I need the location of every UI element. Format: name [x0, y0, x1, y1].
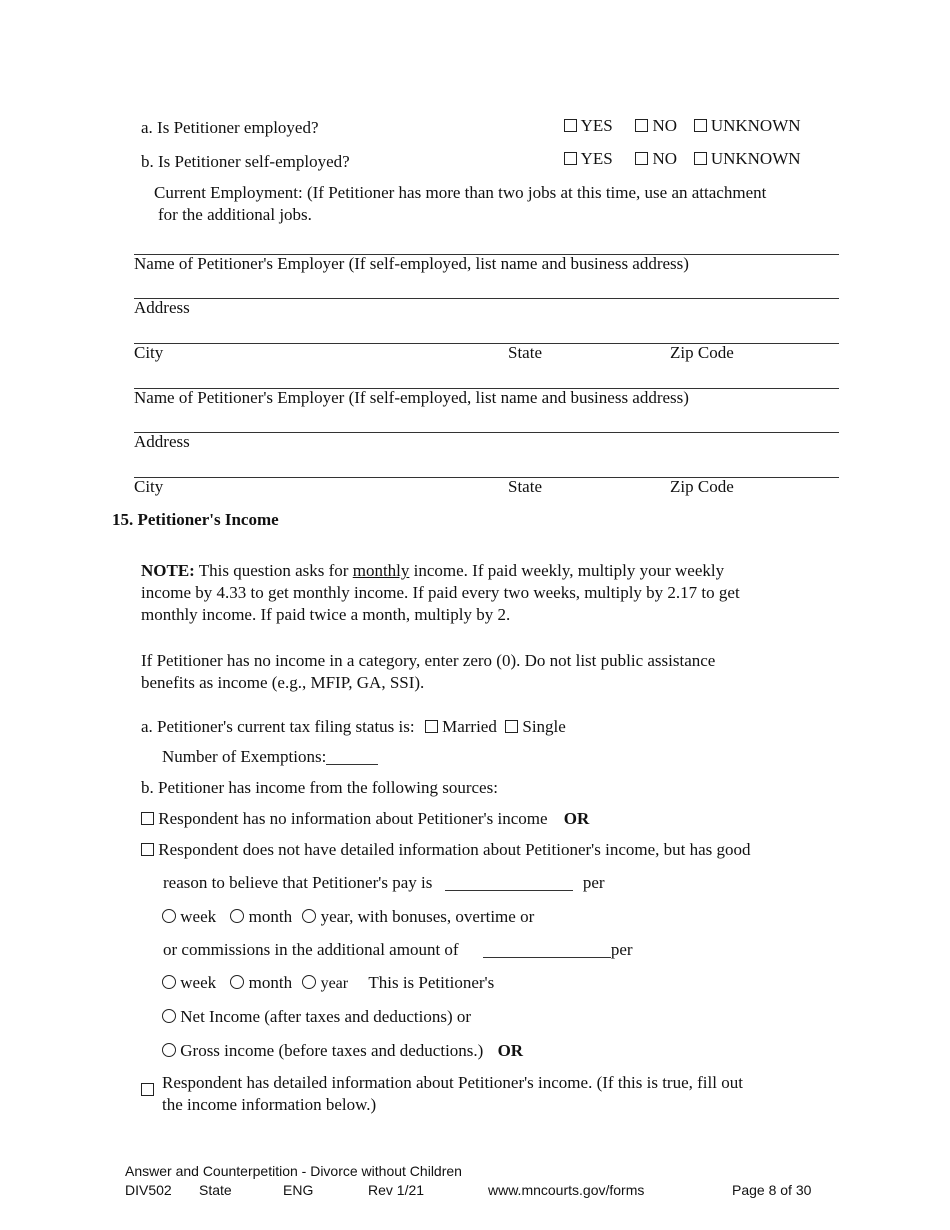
footer-state: State [199, 1182, 232, 1198]
city-label: City [134, 477, 164, 496]
reason-row [163, 874, 605, 891]
no-info-checkbox[interactable] [141, 812, 154, 825]
not-detailed-label: Respondent does not have detailed information about Petitioner's income, but has good [158, 840, 751, 859]
net-income-radio[interactable] [162, 1009, 176, 1023]
note-line2: income by 4.33 to get monthly income. If paid every two weeks, multiply by 2.17 to get [141, 583, 740, 602]
pay-period-row [162, 908, 534, 925]
note-label: NOTE: [141, 561, 195, 580]
sources-label: b. Petitioner has income from the following sources: [141, 778, 498, 797]
gross-income-row [162, 1042, 523, 1059]
footer-page-number: Page 8 of 30 [732, 1182, 812, 1198]
self-employed-unknown-checkbox[interactable] [694, 152, 707, 165]
married-checkbox[interactable] [425, 720, 438, 733]
exemptions-row [162, 748, 378, 765]
yes-label: YES [580, 149, 613, 168]
net-income-label: Net Income (after taxes and deductions) or [180, 1007, 472, 1026]
married-label: Married [442, 717, 497, 736]
note-monthly: monthly [352, 561, 410, 580]
no-info-row [141, 810, 589, 827]
single-checkbox[interactable] [505, 720, 518, 733]
employer-name-label: Name of Petitioner's Employer (If self-employed, list name and business address) [134, 388, 689, 407]
footer-title: Answer and Counterpetition - Divorce without Children [125, 1163, 462, 1179]
zero-note-line2: benefits as income (e.g., MFIP, GA, SSI). [141, 673, 425, 692]
self-employed-options [564, 150, 801, 167]
tax-status-label: a. Petitioner's current tax filing status is: [141, 717, 415, 736]
year-bonus-label: year, with bonuses, overtime or [320, 907, 535, 926]
employed-unknown-checkbox[interactable] [694, 119, 707, 132]
zero-note-line1: If Petitioner has no income in a category, enter zero (0). Do not list public assistance [141, 651, 716, 670]
no-info-label: Respondent has no information about Petitioner's income [158, 809, 548, 828]
footer-revision: Rev 1/21 [368, 1182, 425, 1198]
address-label: Address [134, 298, 190, 317]
note-line3: monthly income. If paid twice a month, multiply by 2. [141, 605, 511, 624]
note-text: This question asks for [194, 561, 353, 580]
month-radio[interactable] [230, 975, 244, 989]
section-heading: 15. Petitioner's Income [112, 510, 279, 529]
unknown-label: UNKNOWN [710, 116, 801, 135]
month-label: month [248, 973, 293, 992]
detailed-info-line1: Respondent has detailed information about Petitioner's income. (If this is true, fill out [162, 1073, 743, 1092]
not-detailed-row [141, 841, 751, 858]
month-label: month [248, 907, 293, 926]
commissions-row [163, 941, 633, 958]
current-employment-line1: Current Employment: (If Petitioner has more than two jobs at this time, use an attachment [154, 183, 767, 202]
yes-label: YES [580, 116, 613, 135]
commissions-amount-input[interactable] [483, 942, 611, 958]
single-label: Single [522, 717, 566, 736]
employed-yes-checkbox[interactable] [564, 119, 577, 132]
footer-url[interactable]: www.mncourts.gov/forms [488, 1182, 645, 1198]
year-radio[interactable] [302, 909, 316, 923]
net-income-row [162, 1008, 471, 1025]
zip-label: Zip Code [670, 477, 734, 496]
exemptions-label: Number of Exemptions: [162, 747, 327, 766]
week-radio[interactable] [162, 909, 176, 923]
question-self-employed: b. Is Petitioner self-employed? [141, 152, 350, 171]
commissions-label: or commissions in the additional amount of [163, 940, 459, 959]
employer-address-field[interactable] [134, 432, 839, 433]
year-label: year [320, 975, 349, 992]
self-employed-yes-checkbox[interactable] [564, 152, 577, 165]
employed-no-checkbox[interactable] [635, 119, 648, 132]
zip-label: Zip Code [670, 343, 734, 362]
detailed-info-line2: the income information below.) [162, 1095, 377, 1114]
this-is-label: This is Petitioner's [368, 973, 495, 992]
note-line1 [141, 562, 724, 579]
question-employed: a. Is Petitioner employed? [141, 118, 319, 137]
per-label: per [582, 873, 605, 892]
pay-amount-input[interactable] [445, 875, 573, 891]
note-text: income. If paid weekly, multiply your weekly [409, 561, 725, 580]
exemptions-input[interactable] [326, 749, 378, 765]
self-employed-no-checkbox[interactable] [635, 152, 648, 165]
no-label: NO [652, 149, 678, 168]
week-radio[interactable] [162, 975, 176, 989]
week-label: week [180, 973, 217, 992]
footer-form-number: DIV502 [125, 1182, 172, 1198]
week-label: week [180, 907, 217, 926]
reason-label: reason to believe that Petitioner's pay is [163, 873, 433, 892]
current-employment-line2: for the additional jobs. [158, 205, 312, 224]
employer-name-label: Name of Petitioner's Employer (If self-employed, list name and business address) [134, 254, 689, 273]
gross-income-label: Gross income (before taxes and deductions.) [180, 1041, 484, 1060]
address-label: Address [134, 432, 190, 451]
no-label: NO [652, 116, 678, 135]
not-detailed-checkbox[interactable] [141, 843, 154, 856]
tax-status-row [141, 718, 566, 735]
year-radio[interactable] [302, 975, 316, 989]
commission-period-row [162, 974, 494, 992]
month-radio[interactable] [230, 909, 244, 923]
per-label: per [610, 940, 633, 959]
footer-language: ENG [283, 1182, 314, 1198]
unknown-label: UNKNOWN [710, 149, 801, 168]
state-label: State [508, 343, 542, 362]
employer-address-field[interactable] [134, 298, 839, 299]
city-label: City [134, 343, 164, 362]
detailed-info-checkbox[interactable] [141, 1083, 154, 1096]
or-label: OR [497, 1041, 524, 1060]
or-label: OR [563, 809, 590, 828]
employed-options [564, 117, 801, 134]
state-label: State [508, 477, 542, 496]
gross-income-radio[interactable] [162, 1043, 176, 1057]
